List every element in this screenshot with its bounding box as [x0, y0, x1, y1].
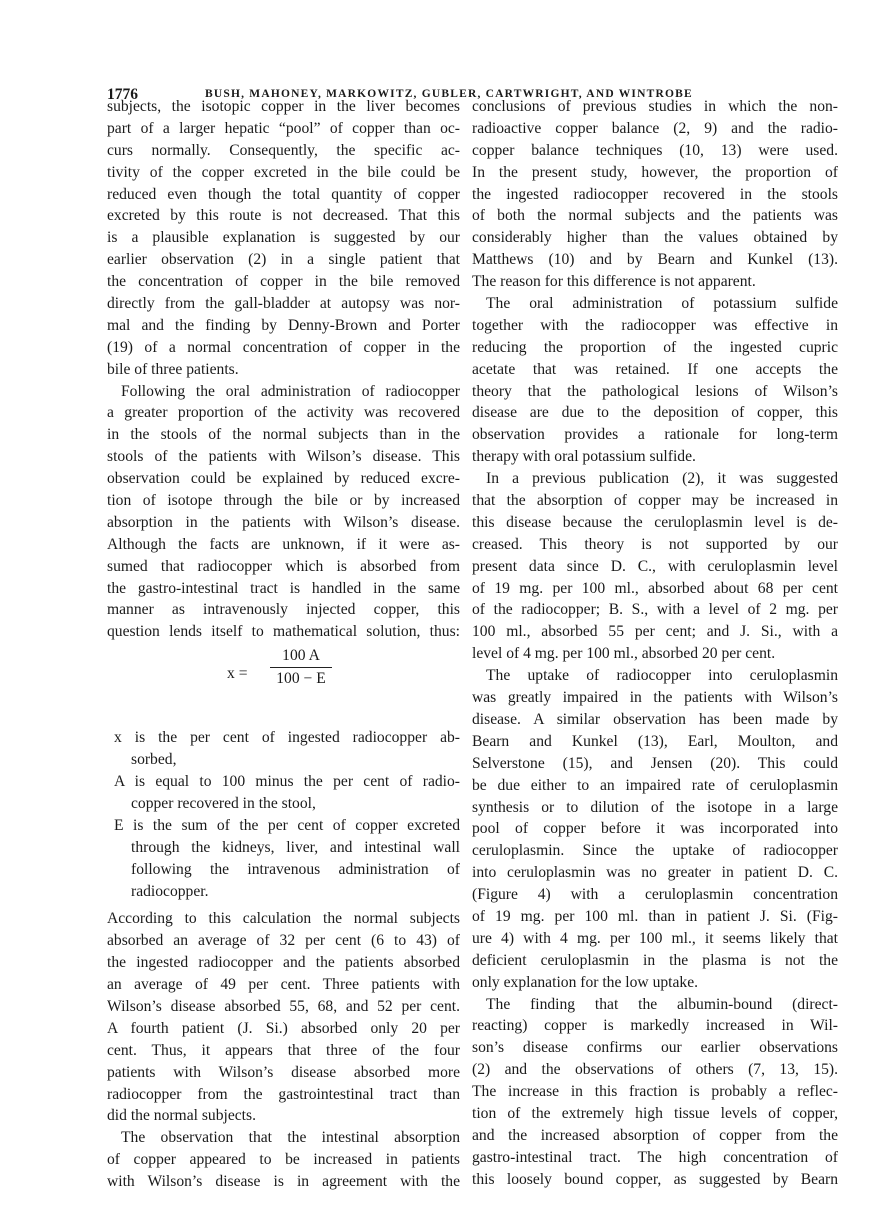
text-line: tion of the extremely high tissue levels of copper, [472, 1104, 838, 1122]
text-line: a greater proportion of the activity was recovered [107, 404, 460, 422]
text-line: The reason for this difference is not apparent. [472, 273, 756, 291]
text-line: earlier observation (2) in a single patient that [107, 251, 460, 269]
text-line: Although the facts are unknown, if it were as- [107, 535, 460, 553]
text-line: E is the sum of the per cent of copper excreted [114, 816, 460, 834]
paragraph [107, 908, 460, 1127]
text-line: deficient ceruloplasmin in the plasma is not the [472, 951, 838, 969]
text-line: directly from the gall-bladder at autopsy was nor- [107, 295, 460, 313]
definition-item [107, 771, 460, 815]
text-line: with Wilson’s disease is in agreement with the [107, 1173, 460, 1191]
paragraph [472, 468, 838, 665]
text-line: the ingested radiocopper recovered in the stools [472, 185, 838, 203]
text-line: through the kidneys, liver, and intestinal wall [131, 838, 460, 856]
text-line: of copper appeared to be increased in patients [107, 1151, 460, 1169]
text-line: is a plausible explanation is suggested by our [107, 229, 460, 247]
text-line: Wilson’s disease absorbed 55, 68, and 52 per cent. [107, 997, 460, 1015]
text-line: part of a larger hepatic “pool” of copper than oc- [107, 119, 460, 137]
equation-lhs: x = [227, 665, 248, 683]
text-line: therapy with oral potassium sulfide. [472, 448, 696, 466]
text-line: excreted by this route is not decreased. That this [107, 207, 460, 225]
text-line: considerably higher than the values obtained by [472, 229, 838, 247]
text-line: curs normally. Consequently, the specific ac- [107, 141, 460, 159]
right-column [472, 96, 838, 1191]
equation [107, 643, 460, 727]
text-line: The observation that the intestinal absorption [121, 1129, 460, 1147]
text-line: stools of the patients with Wilson’s disease. This [107, 448, 460, 466]
text-line: into ceruloplasmin was no greater in patient D. C. [472, 864, 838, 882]
text-line: together with the radiocopper was effective in [472, 316, 838, 334]
text-line: In the present study, however, the proportion of [472, 163, 838, 181]
text-line: conclusions of previous studies in which the non- [472, 98, 838, 115]
text-line: tivity of the copper excreted in the bile could be [107, 163, 460, 181]
text-line: level of 4 mg. per 100 ml., absorbed 20 per cent. [472, 645, 776, 663]
paragraph [472, 293, 838, 468]
text-line: radiocopper. [131, 882, 209, 900]
text-line: observation could be explained by reduced excre- [107, 470, 460, 488]
text-line: copper recovered in the stool, [131, 794, 316, 812]
text-line: and the increased absorption of copper from the [472, 1126, 838, 1144]
text-line: following the intravenous administration of [131, 860, 460, 878]
text-line: only explanation for the low uptake. [472, 973, 699, 991]
text-line: 100 ml., absorbed 55 per cent; and J. Si., with a [472, 623, 838, 641]
text-line: gastro-intestinal tract. The high concentration of [472, 1148, 838, 1166]
text-line: an average of 49 per cent. Three patients with [107, 976, 460, 994]
text-line: of 19 mg. per 100 ml., absorbed about 68 per cent [472, 579, 838, 597]
text-line: subjects, the isotopic copper in the liver becomes [107, 98, 460, 115]
text-line: Selverstone (15), and Jensen (20). This could [472, 754, 838, 772]
text-line: (Figure 4) with a ceruloplasmin concentration [472, 886, 838, 904]
text-line: ceruloplasmin. Since the uptake of radiocopper [472, 842, 838, 860]
text-line: was greatly impaired in the patients with Wilson’s [472, 689, 838, 707]
text-line: pool of copper before it was incorporated into [472, 820, 838, 838]
text-line: of the radiocopper; B. S., with a level of 2 mg. per [472, 601, 838, 619]
text-line: The finding that the albumin-bound (direct- [486, 995, 838, 1013]
text-line: reducing the proportion of the ingested cupric [472, 338, 838, 356]
text-line: bile of three patients. [107, 360, 239, 378]
text-line: sumed that radiocopper which is absorbed from [107, 557, 460, 575]
text-line: that the absorption of copper may be increased in [472, 492, 838, 510]
text-line: this loosely bound copper, as suggested by Bearn [472, 1170, 838, 1188]
paragraph [107, 96, 460, 381]
text-line: copper balance techniques (10, 13) were used. [472, 141, 838, 159]
text-line: radiocopper from the gastrointestinal tract than [107, 1085, 460, 1103]
text-line: Matthews (10) and by Bearn and Kunkel (13). [472, 251, 838, 269]
text-line: mal and the finding by Denny-Brown and Porter [107, 316, 460, 334]
text-line: disease. A similar observation has been made by [472, 710, 838, 728]
text-line: synthesis or to dilution of the isotope in a large [472, 798, 838, 816]
paragraph [107, 1127, 460, 1193]
text-line: (2) and the observations of others (7, 13, 15). [472, 1061, 838, 1079]
text-line: this disease because the ceruloplasmin level is de- [472, 513, 838, 531]
text-line: In a previous publication (2), it was suggested [486, 470, 838, 488]
fraction [270, 646, 332, 689]
page-number: 1776 [107, 86, 138, 103]
text-line: tion of isotope through the bile or by increased [107, 492, 460, 510]
text-line: Bearn and Kunkel (13), Earl, Moulton, and [472, 732, 838, 750]
definitions-list [107, 727, 460, 902]
text-line: the gastro-intestinal tract is handled in the same [107, 579, 460, 597]
text-line: ure 4) with 4 mg. per 100 ml., it seems likely that [472, 929, 838, 947]
paragraph [472, 994, 838, 1191]
text-line: (19) of a normal concentration of copper in the [107, 338, 460, 356]
text-line: patients with Wilson’s disease absorbed more [107, 1063, 460, 1081]
text-line: A fourth patient (J. Si.) absorbed only 20 per [107, 1019, 460, 1037]
paragraph [472, 665, 838, 993]
text-line: reduced even though the total quantity of copper [107, 185, 460, 203]
definition-item [107, 815, 460, 903]
denominator: 100 − E [276, 670, 326, 688]
text-line: x is the per cent of ingested radiocopper ab- [114, 729, 460, 747]
paragraph [107, 381, 460, 644]
text-line: the concentration of copper in the bile removed [107, 273, 460, 291]
fraction-bar [270, 667, 332, 668]
numerator: 100 A [282, 647, 320, 665]
text-line: The increase in this fraction is probably a reflec- [472, 1083, 838, 1101]
text-line: present data since D. C., with ceruloplasmin level [472, 557, 838, 575]
text-line: in the stools of the normal subjects than in the [107, 426, 460, 444]
text-line: Following the oral administration of radiocopper [121, 382, 460, 400]
definition-item [107, 727, 460, 771]
text-line: cent. Thus, it appears that three of the four [107, 1041, 460, 1059]
text-line: observation provides a rationale for long-term [472, 426, 838, 444]
text-line: A is equal to 100 minus the per cent of radio- [114, 773, 460, 791]
text-line: theory that the pathological lesions of Wilson’s [472, 382, 838, 400]
text-line: disease are due to the deposition of copper, this [472, 404, 838, 422]
text-line: sorbed, [131, 751, 177, 769]
paragraph [472, 96, 838, 293]
running-head-authors: BUSH, MAHONEY, MARKOWITZ, GUBLER, CARTWRIGHT, AND WINTROBE [205, 88, 693, 100]
text-line: the ingested radiocopper and the patients absorbed [107, 954, 460, 972]
text-line: manner as intravenously injected copper, this [107, 601, 460, 619]
text-line: absorption in the patients with Wilson’s disease. [107, 513, 460, 531]
text-line: absorbed an average of 32 per cent (6 to 43) of [107, 932, 460, 950]
text-line: radioactive copper balance (2, 9) and the radio- [472, 119, 838, 137]
text-line: of 19 mg. per 100 ml. than in patient J. Si. (Fig- [472, 907, 838, 925]
text-line: of both the normal subjects and the patients was [472, 207, 838, 225]
text-line: According to this calculation the normal subjects [107, 910, 460, 928]
text-line: acetate that was retained. If one accepts the [472, 360, 838, 378]
text-line: The oral administration of potassium sulfide [486, 295, 838, 313]
text-line: reacting) copper is markedly increased in Wil- [472, 1017, 838, 1035]
left-column [107, 96, 460, 1193]
text-line: did the normal subjects. [107, 1107, 256, 1125]
text-line: be due either to an impaired rate of ceruloplasmin [472, 776, 838, 794]
text-line: The uptake of radiocopper into ceruloplasmin [486, 667, 838, 685]
text-line: son’s disease confirms our earlier observations [472, 1039, 838, 1057]
text-line: creased. This theory is not supported by our [472, 535, 838, 553]
text-line: question lends itself to mathematical solution, thus: [107, 623, 460, 641]
